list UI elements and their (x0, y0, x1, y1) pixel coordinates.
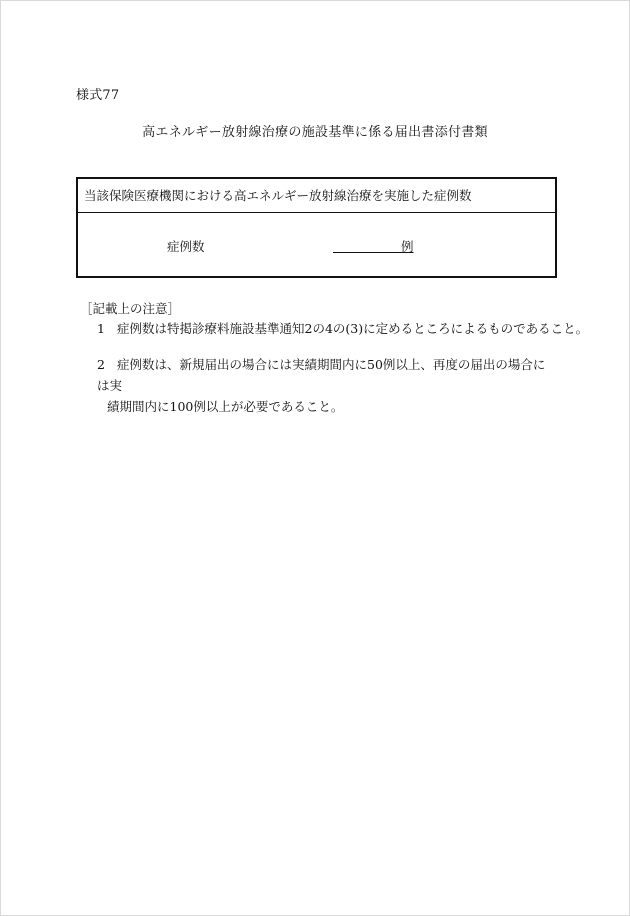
case-count-label: 症例数 (167, 239, 205, 254)
table-header: 当該保険医療機関における高エネルギー放射線治療を実施した症例数 (78, 179, 555, 213)
note-text: 症例数は特掲診療料施設基準通知2の4の(3)に定めるところによるものであること。 (117, 321, 589, 336)
note-number: 1 (97, 321, 105, 336)
case-count-field[interactable] (333, 252, 405, 253)
form-number: 様式77 (76, 88, 120, 103)
notes-heading: ［記載上の注意］ (80, 301, 181, 316)
note-number: 2 (97, 357, 105, 372)
note-text-line-1: 症例数は、新規届出の場合には実績期間内に50例以上、再度の届出の場合には実 (97, 357, 546, 393)
document-title: 高エネルギー放射線治療の施設基準に係る届出書添付書類 (142, 125, 488, 140)
note-text-line-2: 績期間内に100例以上が必要であること。 (107, 399, 344, 414)
case-count-unit: 例 (401, 239, 414, 254)
note-item-2 (97, 354, 557, 417)
case-count-table (76, 177, 557, 278)
note-item-1 (97, 318, 589, 339)
